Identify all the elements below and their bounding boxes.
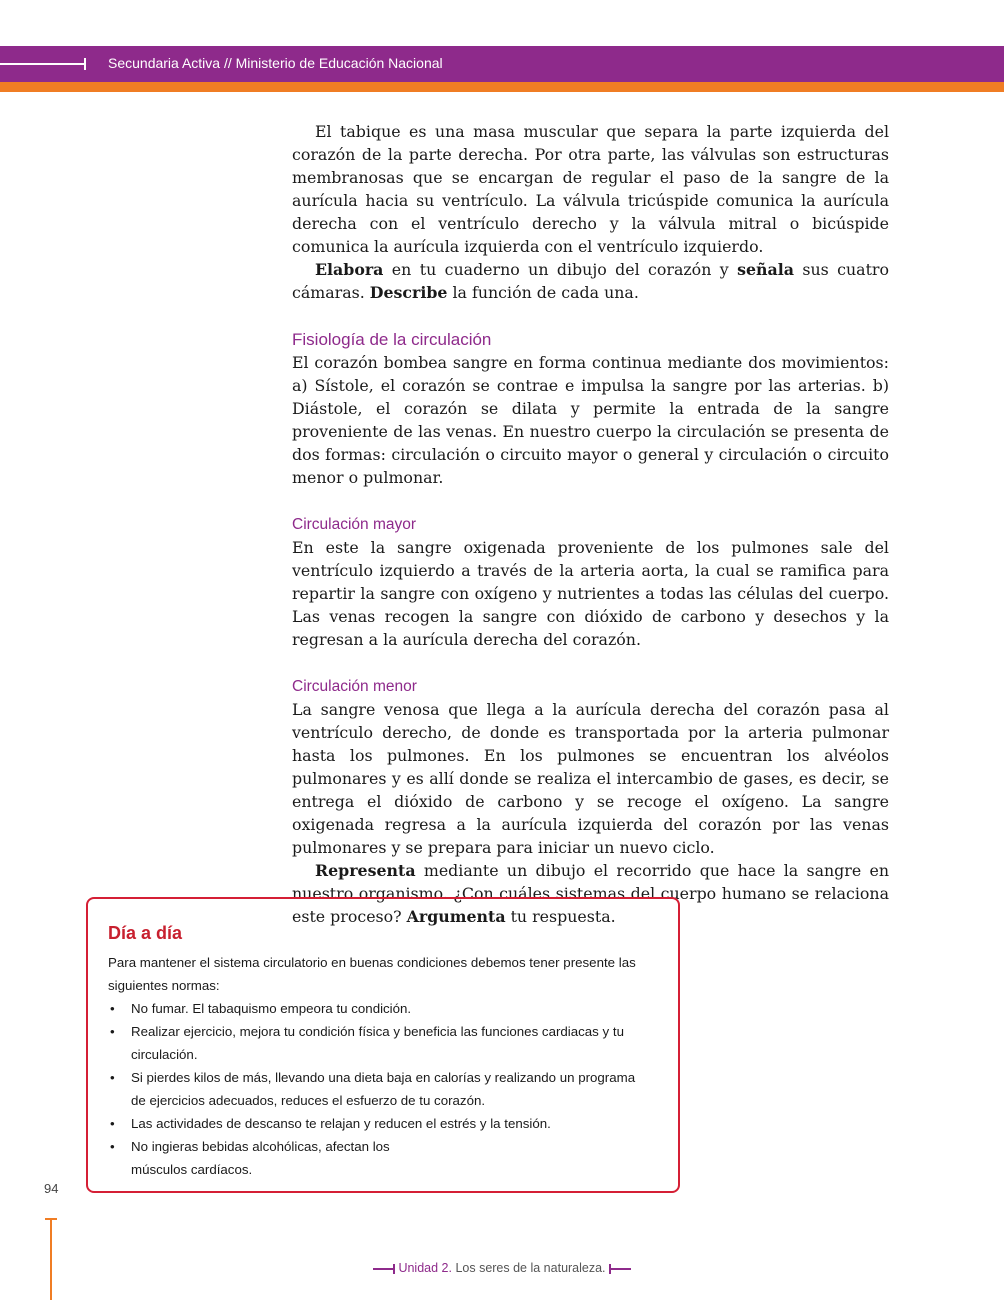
list-item: • Realizar ejercicio, mejora tu condición física y beneficia las funciones cardiacas y tu circulación. bbox=[108, 1020, 653, 1066]
bold-representa: Representa bbox=[315, 861, 416, 880]
paragraph-elabora bbox=[292, 258, 889, 304]
list-item: • No ingieras bebidas alcohólicas, afectan los músculos cardíacos. bbox=[108, 1135, 421, 1181]
footer-bar-left bbox=[373, 1268, 395, 1270]
bold-argumenta: Argumenta bbox=[406, 907, 506, 926]
text-span: tu respuesta. bbox=[505, 907, 616, 926]
text-span: mediante un dibujo el recorrido que hace la sangre en nuestro organismo. ¿Con cuáles sistemas del cuerpo humano se relaciona este proceso? bbox=[292, 861, 889, 926]
header-title: Secundaria Activa // Ministerio de Educación Nacional bbox=[108, 55, 443, 71]
list-item: • Si pierdes kilos de más, llevando una dieta baja en calorías y realizando un programa de ejercicios adecuados, reduces el esfuerzo de tu corazón. bbox=[108, 1066, 653, 1112]
box-body bbox=[108, 951, 653, 1181]
box-list bbox=[108, 997, 653, 1181]
main-content bbox=[292, 120, 889, 928]
header-stripe bbox=[0, 82, 1004, 92]
footer bbox=[0, 1261, 1004, 1275]
page-number: 94 bbox=[44, 1181, 59, 1196]
bold-describe: Describe bbox=[369, 283, 448, 302]
text-span: sus cuatro cámaras. bbox=[292, 260, 889, 302]
paragraph-circulacion-mayor: En este la sangre oxigenada proveniente de los pulmones sale del ventrículo izquierdo a través de la arteria aorta, la cual se ramifica para repartir la sangre con oxígeno y nutrientes a todas las células del cuerpo. Las venas recogen la sangre con dióxido de carbono y desechos y la regresan a la aurícula derecha del corazón. bbox=[292, 538, 889, 649]
dia-a-dia-box bbox=[86, 897, 680, 1193]
footer-unit: Unidad 2. bbox=[398, 1261, 452, 1275]
paragraph-tabique: El tabique es una masa muscular que separa la parte izquierda del corazón de la parte derecha. Por otra parte, las válvulas son estructuras membranosas que se encargan de regular el paso de la sangre de la aurícula hacia su ventrículo. La válvula tricúspide comunica la aurícula derecha con el ventrículo derecho y la válvula mitral o bicúspide comunica la aurícula izquierda con el ventrículo izquierdo. bbox=[292, 122, 889, 256]
paragraph-circulacion-menor: La sangre venosa que llega a la aurícula derecha del corazón pasa al ventrículo derecho, de donde es transportada por la arteria pulmonar hasta los pulmones. En los pulmones se encuentran los alvéolos pulmonares y es allí donde se realiza el intercambio de gases, es decir, se entrega el dióxido de carbono y se recoge el oxígeno. La sangre oxigenada regresa a la aurícula izquierda del corazón por las venas pulmonares y se prepara para iniciar un nuevo ciclo. bbox=[292, 700, 889, 857]
side-line bbox=[50, 1218, 52, 1300]
footer-bar-right bbox=[609, 1268, 631, 1270]
paragraph-fisiologia: El corazón bombea sangre en forma continua mediante dos movimientos: a) Sístole, el corazón se contrae e impulsa la sangre por las arterias. b) Diástole, el corazón se dilata y permite la entrada de la sangre proveniente de las venas. En nuestro cuerpo la circulación se presenta de dos formas: circulación o circuito mayor o general y circulación o circuito menor o pulmonar. bbox=[292, 353, 889, 487]
section-title-circulacion-mayor: Circulación mayor bbox=[292, 516, 417, 533]
box-title: Día a día bbox=[108, 923, 183, 943]
list-item: • Las actividades de descanso te relajan y reducen el estrés y la tensión. bbox=[108, 1112, 653, 1135]
footer-title: Los seres de la naturaleza. bbox=[451, 1261, 606, 1275]
text-span: la función de cada una. bbox=[447, 283, 639, 302]
bold-elabora: Elabora bbox=[315, 260, 384, 279]
list-item: • No fumar. El tabaquismo empeora tu condición. bbox=[108, 997, 653, 1020]
text-span: en tu cuaderno un dibujo del corazón y bbox=[383, 260, 738, 279]
header-line bbox=[0, 63, 86, 65]
bold-senala: señala bbox=[737, 260, 794, 279]
box-intro: Para mantener el sistema circulatorio en buenas condiciones debemos tener presente las siguientes normas: bbox=[108, 955, 636, 993]
section-title-fisiologia: Fisiología de la circulación bbox=[292, 330, 492, 349]
section-title-circulacion-menor: Circulación menor bbox=[292, 678, 417, 695]
